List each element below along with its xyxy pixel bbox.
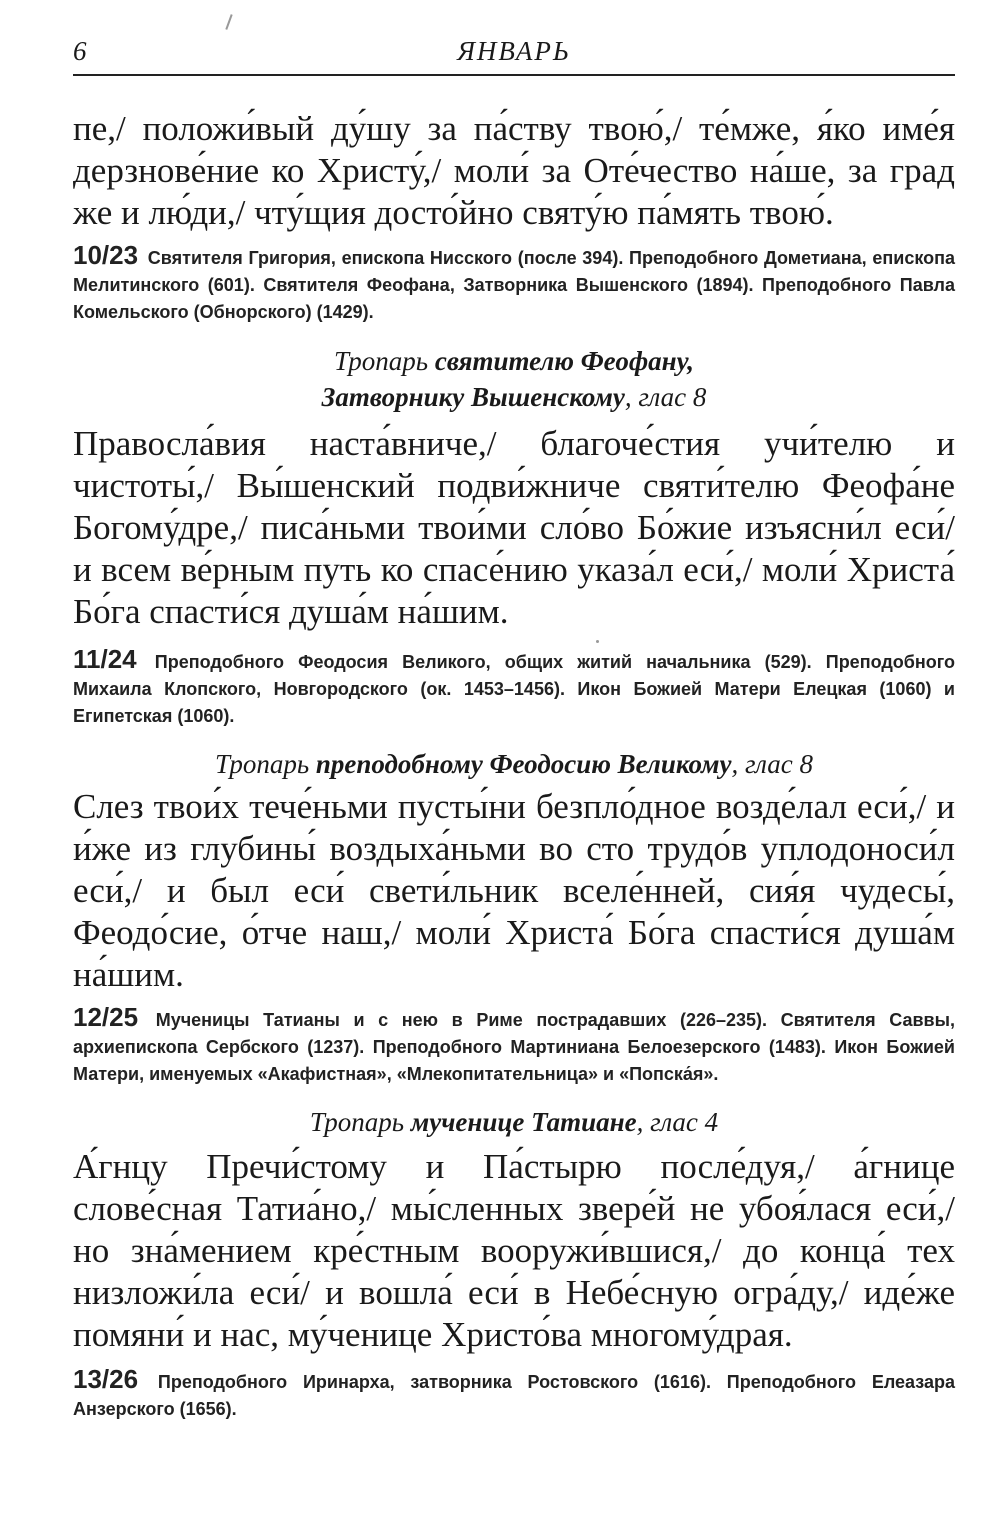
calendar-entry-13-26	[73, 1366, 955, 1423]
continuation-text: пе,/ положи́вый ду́шу за па́ству твою́,/ те́мже, я́ко име́я дерзнове́ние ко Христу́,/ моли́ за Оте́чество на́ше, за град же и лю́ди,/ чту́щия досто́йно святу́ю па́мять твою́.	[73, 109, 955, 232]
entry-text: Преподобного Иринарха, затворника Ростовского (1616). Преподобного Елеазара Анзерского (1656).	[73, 1372, 955, 1419]
heading-prefix: Тропарь	[309, 1107, 404, 1137]
troparion-text-feofan: Правосла́вия наста́вниче,/ благоче́стия учи́телю и чистоты́,/ Вы́шенский подви́жниче святи́телю Феофа́не Богому́дре,/ писа́ньми твои́ми сло́во Бо́жие изъясни́л еси́/ и всем ве́рным путь ко спасе́нию указа́л еси́,/ моли́ Христа́ Бо́га спасти́ся душа́м на́шим.	[73, 424, 955, 631]
troparion-heading-feofan	[73, 343, 955, 415]
troparion-heading-tatiana	[73, 1104, 955, 1140]
entry-date: 12/25	[73, 1002, 139, 1032]
troparion-text-feodosiy: Слез твои́х тече́ньми пусты́ни безпло́дное возде́лал еси́,/ и и́же из глубины́ воздыха́ньми во сто трудо́в уплодоноси́л еси́,/ и был еси́ свети́льник вселе́нней, сия́я чудесы́, Феодо́сие, о́тче наш,/ моли́ Христа́ Бо́га спасти́ся душа́м на́шим.	[73, 787, 955, 994]
heading-tone: , глас 8	[731, 749, 813, 779]
entry-date: 10/23	[73, 240, 139, 270]
running-title: ЯНВАРЬ	[457, 36, 571, 66]
page-number: 6	[73, 36, 87, 66]
calendar-entry-10-23	[73, 242, 955, 326]
troparion-text-tatiana: А́гнцу Пречи́стому и Па́стырю после́дуя,/ а́гнице слове́сная Татиа́но,/ мы́сленных звере́й не убоя́лася еси́,/ но зна́мением кре́стным вооружи́вшися,/ до конца́ тех низложи́ла еси́/ и вошла́ еси́ в Небе́сную огра́ду,/ иде́же помяни́ и нас, му́ченице Христо́ва многому́драя.	[73, 1147, 955, 1354]
heading-prefix: Тропарь	[333, 346, 429, 376]
book-page	[73, 0, 955, 1528]
entry-text: Преподобного Феодосия Великого, общих житий начальника (529). Преподобного Михаила Клопского, Новгородского (ок. 1453–1456). Икон Божией Матери Елецкая (1060) и Египетская (1060).	[73, 652, 955, 726]
heading-dedication: святителю Феофану,	[434, 346, 695, 376]
calendar-entry-11-24	[73, 646, 955, 730]
entry-date: 11/24	[73, 644, 137, 674]
heading-dedication: преподобному Феодосию Великому	[315, 749, 732, 779]
calendar-entry-12-25	[73, 1004, 955, 1088]
entry-text: Мученицы Татианы и с нею в Риме пострадавших (226–235). Святителя Саввы, архиепископа Сербского (1237). Преподобного Мартиниана Белоезерского (1483). Икон Божией Матери, именуемых «Акафистная», «Млекопитательница» и «Попска́я».	[73, 1010, 955, 1084]
heading-dedication: мученице Татиане	[410, 1107, 637, 1137]
heading-tone: , глас 8	[624, 382, 707, 412]
heading-tone: , глас 4	[636, 1107, 719, 1137]
heading-dedication-cont: Затворнику Вышенскому	[321, 382, 625, 412]
entry-date: 13/26	[73, 1364, 139, 1394]
scan-speck	[596, 640, 599, 643]
running-head	[73, 34, 955, 76]
troparion-heading-feodosiy	[73, 746, 955, 782]
entry-text: Святителя Григория, епископа Нисского (после 394). Преподобного Дометиана, епископа Мелитинского (601). Святителя Феофана, Затворника Вышенского (1894). Преподобного Павла Комельского (Обнорского) (1429).	[73, 248, 955, 322]
heading-prefix: Тропарь	[214, 749, 310, 779]
